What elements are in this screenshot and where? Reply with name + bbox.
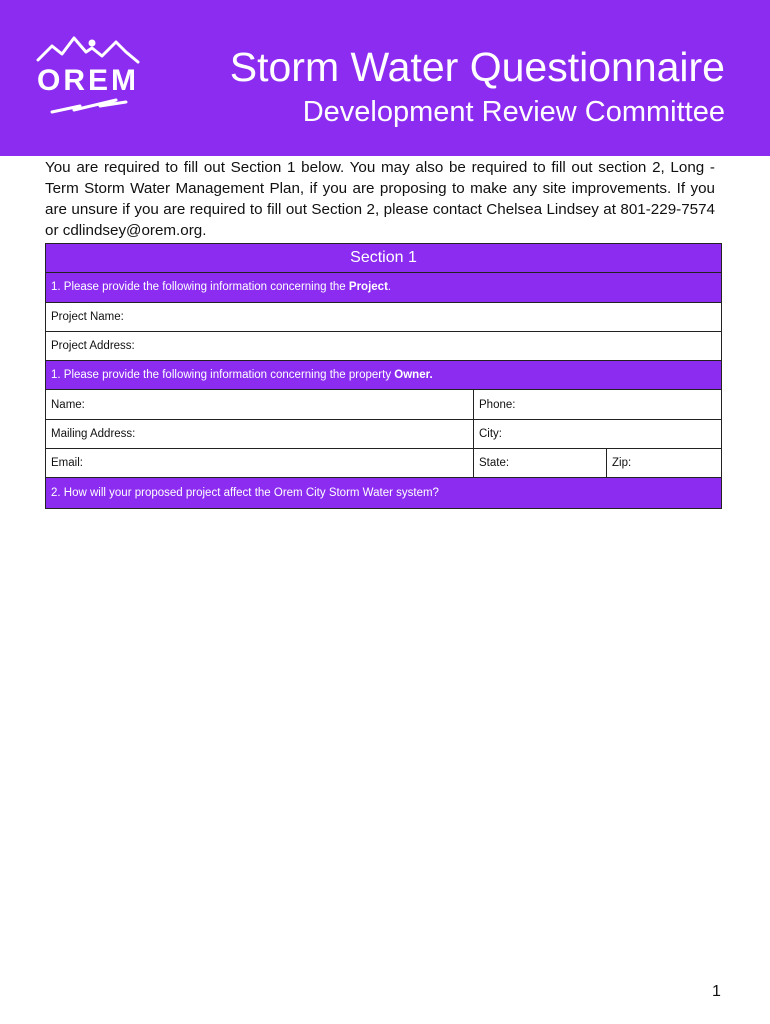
name-phone-row	[46, 390, 721, 419]
intro-paragraph: You are required to fill out Section 1 below. You may also be required to fill out section 2, Long -Term Storm Water Management Plan, if you are proposing to make any site improvements. If you are unsure if you are required to fill out Section 2, please contact Chelsea Lindsey at 801-229-7574 or cdlindsey@orem.org.	[45, 159, 715, 239]
email-field[interactable]: Email:	[46, 449, 474, 477]
header-banner	[0, 0, 770, 156]
question-2: 2. How will your proposed project affect the Orem City Storm Water system?	[51, 487, 439, 500]
page-number: 1	[712, 983, 721, 1000]
page-subtitle: Development Review Committee	[302, 96, 725, 128]
section-title-row	[46, 244, 721, 273]
question-2-row	[46, 478, 721, 507]
zip-field[interactable]: Zip:	[612, 457, 632, 470]
project-prompt: 1. Please provide the following information concerning the Project.	[51, 281, 392, 294]
address-city-row	[46, 420, 721, 449]
state-field[interactable]: State:	[474, 449, 607, 477]
orem-logo	[30, 36, 145, 118]
owner-phone-field[interactable]: Phone:	[479, 398, 516, 411]
project-prompt-row	[46, 273, 721, 302]
owner-prompt: 1. Please provide the following information concerning the property Owner.	[51, 369, 433, 382]
logo-text: OREM	[37, 64, 139, 97]
page-title: Storm Water Questionnaire	[229, 44, 725, 90]
project-name-row[interactable]	[46, 303, 721, 332]
project-address-field[interactable]: Project Address:	[51, 340, 135, 353]
owner-name-field[interactable]: Name:	[46, 390, 474, 418]
city-field[interactable]: City:	[479, 427, 502, 440]
mailing-address-field[interactable]: Mailing Address:	[46, 420, 474, 448]
section-title: Section 1	[350, 249, 417, 267]
project-name-field[interactable]: Project Name:	[51, 310, 124, 323]
email-state-zip-row	[46, 449, 721, 478]
project-address-row[interactable]	[46, 332, 721, 361]
section-1-form	[45, 243, 722, 509]
owner-prompt-row	[46, 361, 721, 390]
